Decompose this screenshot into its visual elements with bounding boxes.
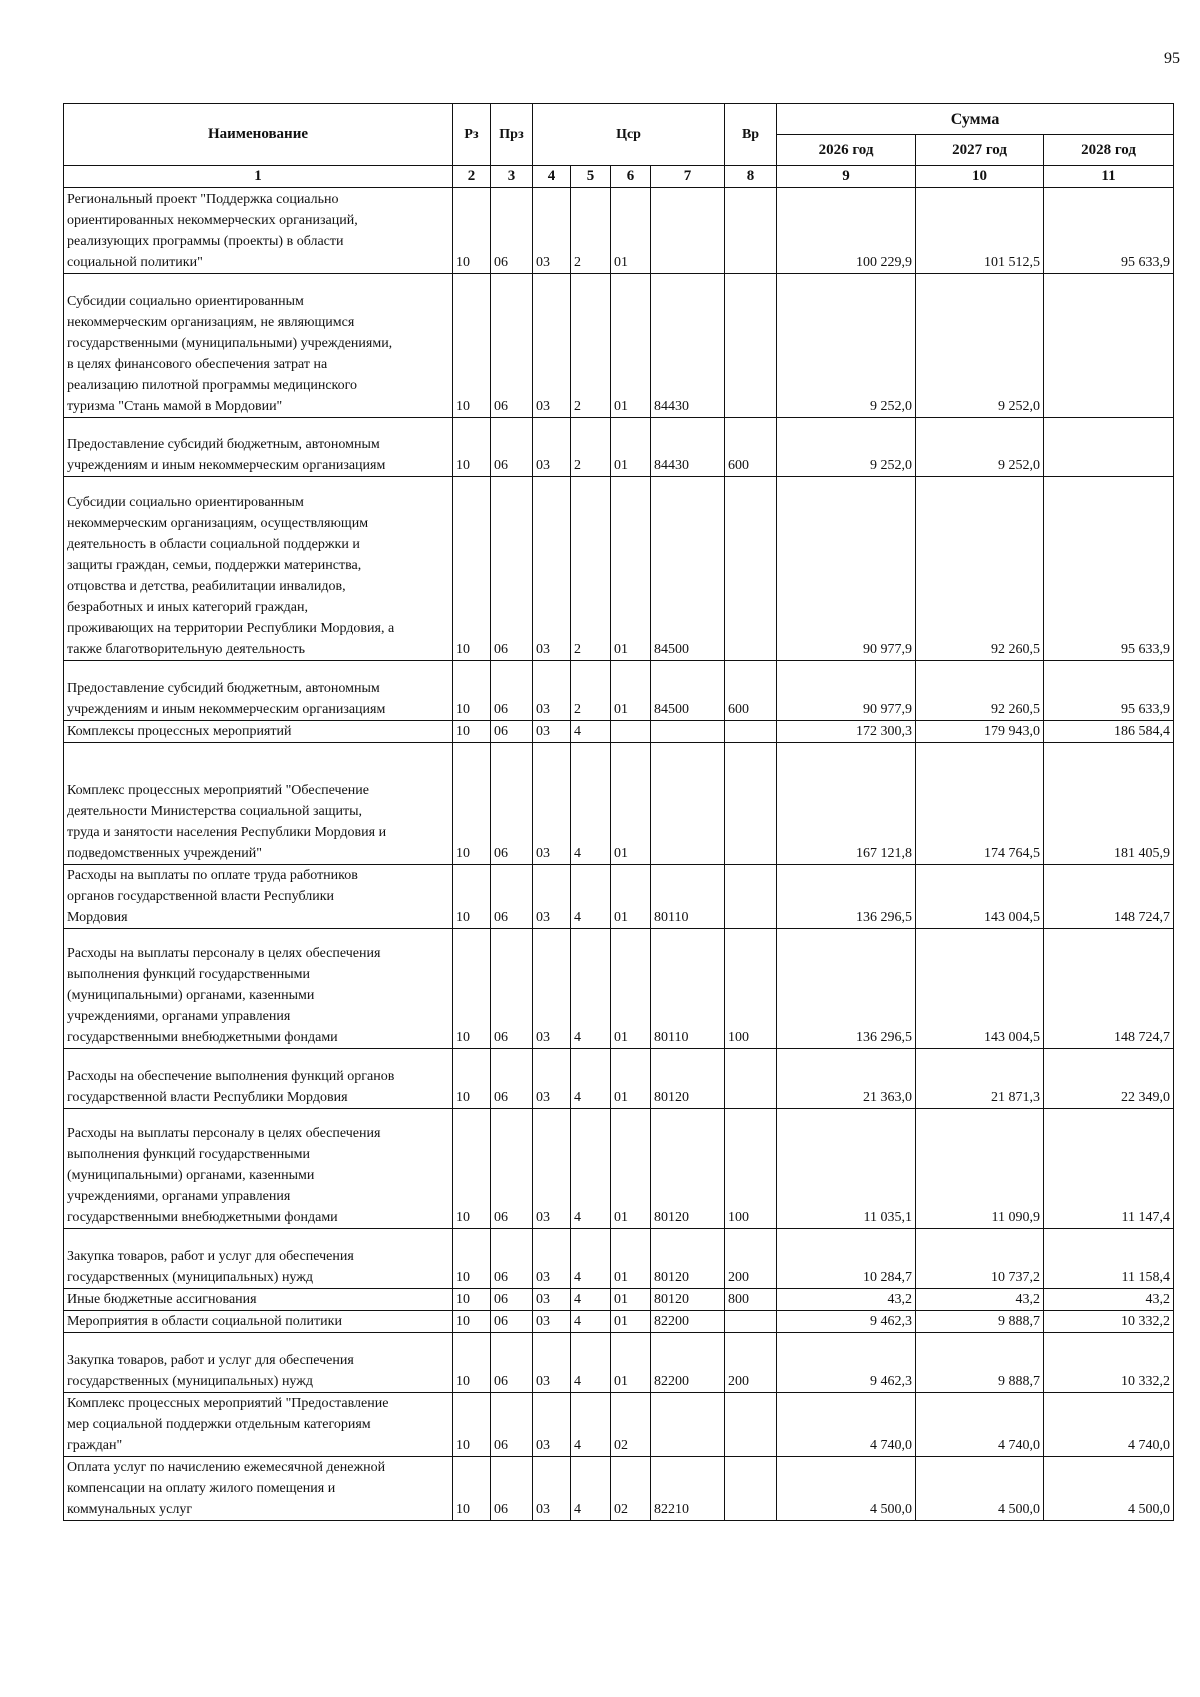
header-vr: Вр bbox=[725, 104, 777, 166]
page-number: 95 bbox=[1164, 50, 1180, 67]
name-line: государственными внебюджетными фондами bbox=[67, 1030, 338, 1045]
col-number: 11 bbox=[1044, 166, 1174, 188]
cell-amount-2027: 9 252,0 bbox=[916, 274, 1044, 418]
cell-amount-2026: 100 229,9 bbox=[777, 188, 916, 274]
cell-csr-7: 82210 bbox=[651, 1457, 725, 1521]
cell-amount-2027: 4 500,0 bbox=[916, 1457, 1044, 1521]
cell-amount-2028: 181 405,9 bbox=[1044, 743, 1174, 865]
table-row bbox=[64, 1289, 1174, 1311]
cell-csr-5: 4 bbox=[571, 1457, 611, 1521]
cell-csr-4: 03 bbox=[533, 477, 571, 661]
cell-csr-4: 03 bbox=[533, 274, 571, 418]
name-line: некоммерческим организациям, не являющимся bbox=[67, 315, 355, 330]
cell-name bbox=[64, 477, 453, 661]
name-line: (муниципальными) органами, казенными bbox=[67, 1168, 315, 1183]
name-line: государственными внебюджетными фондами bbox=[67, 1210, 338, 1225]
table-row bbox=[64, 661, 1174, 721]
name-line: Региональный проект "Поддержка социально bbox=[67, 192, 339, 207]
cell-amount-2027: 179 943,0 bbox=[916, 721, 1044, 743]
cell-csr-7: 84430 bbox=[651, 274, 725, 418]
cell-csr-5: 4 bbox=[571, 1333, 611, 1393]
cell-csr-4: 03 bbox=[533, 188, 571, 274]
cell-csr-7: 80120 bbox=[651, 1229, 725, 1289]
cell-vr bbox=[725, 1457, 777, 1521]
cell-csr-6: 01 bbox=[611, 418, 651, 477]
cell-rz: 10 bbox=[453, 274, 491, 418]
name-line: органов государственной власти Республики bbox=[67, 889, 335, 904]
cell-name bbox=[64, 661, 453, 721]
cell-csr-6: 01 bbox=[611, 188, 651, 274]
table-row bbox=[64, 865, 1174, 929]
cell-csr-6: 01 bbox=[611, 1289, 651, 1311]
name-line: безработных и иных категорий граждан, bbox=[67, 600, 309, 615]
cell-rz: 10 bbox=[453, 929, 491, 1049]
col-number: 7 bbox=[651, 166, 725, 188]
name-line: Предоставление субсидий бюджетным, автономным bbox=[67, 437, 380, 452]
cell-csr-5: 4 bbox=[571, 929, 611, 1049]
cell-rz: 10 bbox=[453, 418, 491, 477]
cell-csr-5: 4 bbox=[571, 1393, 611, 1457]
cell-vr: 200 bbox=[725, 1333, 777, 1393]
cell-amount-2027: 92 260,5 bbox=[916, 661, 1044, 721]
cell-csr-7: 82200 bbox=[651, 1311, 725, 1333]
cell-amount-2028: 4 740,0 bbox=[1044, 1393, 1174, 1457]
cell-csr-5: 2 bbox=[571, 661, 611, 721]
cell-csr-6: 01 bbox=[611, 661, 651, 721]
cell-rz: 10 bbox=[453, 661, 491, 721]
cell-amount-2028: 148 724,7 bbox=[1044, 929, 1174, 1049]
cell-prz: 06 bbox=[491, 721, 533, 743]
cell-csr-7 bbox=[651, 1393, 725, 1457]
name-line: выполнения функций государственными bbox=[67, 1147, 310, 1162]
cell-vr bbox=[725, 743, 777, 865]
cell-amount-2027: 92 260,5 bbox=[916, 477, 1044, 661]
name-line: Иные бюджетные ассигнования bbox=[67, 1292, 257, 1307]
cell-prz: 06 bbox=[491, 1393, 533, 1457]
table-row bbox=[64, 188, 1174, 274]
table-body bbox=[64, 188, 1174, 1521]
name-line: Мероприятия в области социальной политики bbox=[67, 1314, 342, 1329]
name-line: государственных (муниципальных) нужд bbox=[67, 1270, 314, 1285]
name-line: некоммерческим организациям, осуществляющим bbox=[67, 516, 369, 531]
cell-name bbox=[64, 188, 453, 274]
cell-amount-2026: 90 977,9 bbox=[777, 661, 916, 721]
cell-csr-5: 2 bbox=[571, 418, 611, 477]
cell-csr-5: 4 bbox=[571, 1289, 611, 1311]
cell-csr-5: 2 bbox=[571, 274, 611, 418]
cell-amount-2027: 21 871,3 bbox=[916, 1049, 1044, 1109]
table-row bbox=[64, 743, 1174, 865]
cell-name bbox=[64, 743, 453, 865]
cell-name bbox=[64, 1311, 453, 1333]
cell-name bbox=[64, 418, 453, 477]
cell-prz: 06 bbox=[491, 661, 533, 721]
cell-amount-2028: 22 349,0 bbox=[1044, 1049, 1174, 1109]
cell-amount-2026: 9 462,3 bbox=[777, 1333, 916, 1393]
cell-rz: 10 bbox=[453, 721, 491, 743]
header-sum: Сумма bbox=[777, 104, 1174, 135]
cell-csr-4: 03 bbox=[533, 721, 571, 743]
cell-name bbox=[64, 1457, 453, 1521]
cell-amount-2028: 95 633,9 bbox=[1044, 188, 1174, 274]
name-line: Расходы на выплаты персоналу в целях обеспечения bbox=[67, 946, 381, 961]
name-line: государственными (муниципальными) учреждениями, bbox=[67, 336, 393, 351]
cell-amount-2027: 9 888,7 bbox=[916, 1333, 1044, 1393]
cell-amount-2026: 167 121,8 bbox=[777, 743, 916, 865]
cell-amount-2026: 136 296,5 bbox=[777, 865, 916, 929]
cell-vr: 600 bbox=[725, 418, 777, 477]
cell-csr-5: 4 bbox=[571, 1229, 611, 1289]
col-number: 6 bbox=[611, 166, 651, 188]
name-line: труда и занятости населения Республики Мордовия и bbox=[67, 825, 387, 840]
cell-amount-2026: 136 296,5 bbox=[777, 929, 916, 1049]
header-prz: Прз bbox=[491, 104, 533, 166]
name-line: Расходы на обеспечение выполнения функций органов bbox=[67, 1069, 395, 1084]
cell-rz: 10 bbox=[453, 1049, 491, 1109]
cell-rz: 10 bbox=[453, 1333, 491, 1393]
cell-csr-4: 03 bbox=[533, 418, 571, 477]
header-year-2028: 2028 год bbox=[1044, 135, 1174, 166]
name-line: государственных (муниципальных) нужд bbox=[67, 1374, 314, 1389]
cell-csr-6: 01 bbox=[611, 1333, 651, 1393]
cell-name bbox=[64, 929, 453, 1049]
name-line: Предоставление субсидий бюджетным, автономным bbox=[67, 681, 380, 696]
name-line: учреждениями, органами управления bbox=[67, 1189, 291, 1204]
cell-csr-4: 03 bbox=[533, 1049, 571, 1109]
cell-prz: 06 bbox=[491, 1333, 533, 1393]
column-numbers-row bbox=[64, 166, 1174, 188]
table-header bbox=[64, 104, 1174, 188]
cell-prz: 06 bbox=[491, 274, 533, 418]
name-line: также благотворительную деятельность bbox=[67, 642, 306, 657]
cell-amount-2026: 43,2 bbox=[777, 1289, 916, 1311]
col-number: 9 bbox=[777, 166, 916, 188]
cell-amount-2028: 186 584,4 bbox=[1044, 721, 1174, 743]
name-line: Комплекс процессных мероприятий "Обеспечение bbox=[67, 783, 369, 798]
cell-name bbox=[64, 1393, 453, 1457]
cell-amount-2028 bbox=[1044, 418, 1174, 477]
cell-amount-2026: 21 363,0 bbox=[777, 1049, 916, 1109]
col-number: 1 bbox=[64, 166, 453, 188]
cell-csr-6: 01 bbox=[611, 743, 651, 865]
table-row bbox=[64, 1311, 1174, 1333]
name-line: Мордовия bbox=[67, 910, 128, 925]
cell-prz: 06 bbox=[491, 1457, 533, 1521]
cell-rz: 10 bbox=[453, 865, 491, 929]
header-year-2026: 2026 год bbox=[777, 135, 916, 166]
cell-amount-2028: 10 332,2 bbox=[1044, 1311, 1174, 1333]
cell-rz: 10 bbox=[453, 188, 491, 274]
cell-rz: 10 bbox=[453, 1457, 491, 1521]
cell-vr bbox=[725, 1311, 777, 1333]
cell-amount-2027: 43,2 bbox=[916, 1289, 1044, 1311]
cell-csr-7: 84500 bbox=[651, 661, 725, 721]
cell-amount-2026: 90 977,9 bbox=[777, 477, 916, 661]
name-line: подведомственных учреждений" bbox=[67, 846, 262, 861]
cell-csr-5: 4 bbox=[571, 743, 611, 865]
name-line: Закупка товаров, работ и услуг для обеспечения bbox=[67, 1249, 354, 1264]
cell-csr-4: 03 bbox=[533, 1109, 571, 1229]
cell-amount-2027: 9 888,7 bbox=[916, 1311, 1044, 1333]
table-row bbox=[64, 274, 1174, 418]
cell-amount-2027: 143 004,5 bbox=[916, 865, 1044, 929]
col-number: 3 bbox=[491, 166, 533, 188]
header-name: Наименование bbox=[64, 104, 453, 166]
cell-vr: 100 bbox=[725, 1109, 777, 1229]
cell-csr-5: 2 bbox=[571, 188, 611, 274]
name-line: граждан" bbox=[67, 1438, 123, 1453]
cell-prz: 06 bbox=[491, 188, 533, 274]
cell-amount-2028: 10 332,2 bbox=[1044, 1333, 1174, 1393]
cell-prz: 06 bbox=[491, 865, 533, 929]
cell-csr-4: 03 bbox=[533, 929, 571, 1049]
cell-csr-7: 80110 bbox=[651, 929, 725, 1049]
cell-csr-7: 80110 bbox=[651, 865, 725, 929]
cell-csr-4: 03 bbox=[533, 1311, 571, 1333]
cell-csr-6: 01 bbox=[611, 274, 651, 418]
cell-name bbox=[64, 1049, 453, 1109]
cell-amount-2026: 4 500,0 bbox=[777, 1457, 916, 1521]
cell-amount-2026: 9 252,0 bbox=[777, 274, 916, 418]
cell-name bbox=[64, 1333, 453, 1393]
table-row bbox=[64, 1457, 1174, 1521]
cell-prz: 06 bbox=[491, 929, 533, 1049]
header-csr: Цср bbox=[533, 104, 725, 166]
cell-csr-5: 4 bbox=[571, 865, 611, 929]
name-line: реализующих программы (проекты) в области bbox=[67, 234, 344, 249]
cell-csr-7: 80120 bbox=[651, 1049, 725, 1109]
cell-csr-6: 01 bbox=[611, 865, 651, 929]
cell-rz: 10 bbox=[453, 1229, 491, 1289]
table-row bbox=[64, 1333, 1174, 1393]
cell-vr: 800 bbox=[725, 1289, 777, 1311]
cell-amount-2028: 148 724,7 bbox=[1044, 865, 1174, 929]
cell-amount-2028: 11 147,4 bbox=[1044, 1109, 1174, 1229]
cell-vr bbox=[725, 865, 777, 929]
cell-amount-2028: 11 158,4 bbox=[1044, 1229, 1174, 1289]
cell-csr-7: 84430 bbox=[651, 418, 725, 477]
name-line: ориентированных некоммерческих организаций, bbox=[67, 213, 358, 228]
cell-amount-2027: 101 512,5 bbox=[916, 188, 1044, 274]
cell-rz: 10 bbox=[453, 1289, 491, 1311]
name-line: компенсации на оплату жилого помещения и bbox=[67, 1481, 336, 1496]
budget-table bbox=[63, 103, 1174, 1521]
cell-vr bbox=[725, 477, 777, 661]
name-line: деятельность в области социальной поддержки и bbox=[67, 537, 360, 552]
cell-csr-4: 03 bbox=[533, 1229, 571, 1289]
name-line: Комплекс процессных мероприятий "Предоставление bbox=[67, 1396, 389, 1411]
cell-vr: 100 bbox=[725, 929, 777, 1049]
cell-amount-2026: 9 462,3 bbox=[777, 1311, 916, 1333]
cell-amount-2028 bbox=[1044, 274, 1174, 418]
cell-amount-2027: 9 252,0 bbox=[916, 418, 1044, 477]
cell-amount-2027: 11 090,9 bbox=[916, 1109, 1044, 1229]
cell-amount-2028: 4 500,0 bbox=[1044, 1457, 1174, 1521]
cell-vr bbox=[725, 721, 777, 743]
name-line: мер социальной поддержки отдельным категориям bbox=[67, 1417, 371, 1432]
table-row bbox=[64, 1393, 1174, 1457]
cell-amount-2028: 95 633,9 bbox=[1044, 477, 1174, 661]
cell-amount-2027: 174 764,5 bbox=[916, 743, 1044, 865]
cell-vr bbox=[725, 1393, 777, 1457]
cell-prz: 06 bbox=[491, 1289, 533, 1311]
cell-csr-4: 03 bbox=[533, 1333, 571, 1393]
cell-csr-6: 02 bbox=[611, 1393, 651, 1457]
cell-rz: 10 bbox=[453, 1311, 491, 1333]
cell-csr-4: 03 bbox=[533, 1289, 571, 1311]
name-line: в целях финансового обеспечения затрат на bbox=[67, 357, 328, 372]
cell-amount-2027: 4 740,0 bbox=[916, 1393, 1044, 1457]
cell-prz: 06 bbox=[491, 1311, 533, 1333]
cell-amount-2026: 10 284,7 bbox=[777, 1229, 916, 1289]
name-line: социальной политики" bbox=[67, 255, 203, 270]
name-line: учреждениям и иным некоммерческим организациям bbox=[67, 458, 386, 473]
cell-vr bbox=[725, 1049, 777, 1109]
col-number: 5 bbox=[571, 166, 611, 188]
cell-rz: 10 bbox=[453, 1393, 491, 1457]
cell-csr-6: 02 bbox=[611, 1457, 651, 1521]
name-line: Закупка товаров, работ и услуг для обеспечения bbox=[67, 1353, 354, 1368]
cell-csr-6: 01 bbox=[611, 929, 651, 1049]
cell-rz: 10 bbox=[453, 1109, 491, 1229]
col-number: 2 bbox=[453, 166, 491, 188]
cell-csr-5: 4 bbox=[571, 721, 611, 743]
cell-csr-6 bbox=[611, 721, 651, 743]
cell-csr-6: 01 bbox=[611, 1049, 651, 1109]
cell-rz: 10 bbox=[453, 743, 491, 865]
cell-amount-2026: 4 740,0 bbox=[777, 1393, 916, 1457]
table-row bbox=[64, 721, 1174, 743]
cell-prz: 06 bbox=[491, 477, 533, 661]
cell-csr-6: 01 bbox=[611, 1109, 651, 1229]
name-line: государственной власти Республики Мордовия bbox=[67, 1090, 348, 1105]
table-row bbox=[64, 418, 1174, 477]
name-line: Расходы на выплаты по оплате труда работников bbox=[67, 868, 358, 883]
cell-csr-5: 2 bbox=[571, 477, 611, 661]
cell-prz: 06 bbox=[491, 1229, 533, 1289]
cell-vr bbox=[725, 188, 777, 274]
name-line: защиты граждан, семьи, поддержки материнства, bbox=[67, 558, 362, 573]
cell-vr: 200 bbox=[725, 1229, 777, 1289]
col-number: 4 bbox=[533, 166, 571, 188]
name-line: выполнения функций государственными bbox=[67, 967, 310, 982]
cell-name bbox=[64, 1109, 453, 1229]
cell-csr-6: 01 bbox=[611, 477, 651, 661]
cell-csr-4: 03 bbox=[533, 1457, 571, 1521]
cell-csr-7 bbox=[651, 188, 725, 274]
cell-csr-7 bbox=[651, 721, 725, 743]
header-year-2027: 2027 год bbox=[916, 135, 1044, 166]
col-number: 8 bbox=[725, 166, 777, 188]
name-line: Оплата услуг по начислению ежемесячной денежной bbox=[67, 1460, 386, 1475]
cell-prz: 06 bbox=[491, 1109, 533, 1229]
cell-name bbox=[64, 721, 453, 743]
table-row bbox=[64, 929, 1174, 1049]
table-row bbox=[64, 1049, 1174, 1109]
cell-name bbox=[64, 1229, 453, 1289]
cell-rz: 10 bbox=[453, 477, 491, 661]
name-line: Расходы на выплаты персоналу в целях обеспечения bbox=[67, 1126, 381, 1141]
cell-csr-7: 84500 bbox=[651, 477, 725, 661]
name-line: Субсидии социально ориентированным bbox=[67, 495, 304, 510]
name-line: туризма "Стань мамой в Мордовии" bbox=[67, 399, 283, 414]
cell-csr-7: 80120 bbox=[651, 1289, 725, 1311]
cell-prz: 06 bbox=[491, 418, 533, 477]
cell-csr-4: 03 bbox=[533, 661, 571, 721]
cell-csr-5: 4 bbox=[571, 1049, 611, 1109]
name-line: Субсидии социально ориентированным bbox=[67, 294, 304, 309]
name-line: отцовства и детства, реабилитации инвалидов, bbox=[67, 579, 346, 594]
cell-csr-7: 82200 bbox=[651, 1333, 725, 1393]
table-row bbox=[64, 1109, 1174, 1229]
cell-name bbox=[64, 274, 453, 418]
cell-vr: 600 bbox=[725, 661, 777, 721]
cell-csr-4: 03 bbox=[533, 743, 571, 865]
name-line: деятельности Министерства социальной защиты, bbox=[67, 804, 363, 819]
cell-amount-2026: 11 035,1 bbox=[777, 1109, 916, 1229]
cell-csr-5: 4 bbox=[571, 1311, 611, 1333]
name-line: Комплексы процессных мероприятий bbox=[67, 724, 292, 739]
name-line: учреждениям и иным некоммерческим организациям bbox=[67, 702, 386, 717]
header-rz: Рз bbox=[453, 104, 491, 166]
name-line: проживающих на территории Республики Мордовия, а bbox=[67, 621, 395, 636]
table-row bbox=[64, 1229, 1174, 1289]
name-line: учреждениями, органами управления bbox=[67, 1009, 291, 1024]
name-line: реализацию пилотной программы медицинского bbox=[67, 378, 358, 393]
cell-csr-5: 4 bbox=[571, 1109, 611, 1229]
cell-csr-6: 01 bbox=[611, 1311, 651, 1333]
table-row bbox=[64, 477, 1174, 661]
cell-prz: 06 bbox=[491, 743, 533, 865]
cell-name bbox=[64, 1289, 453, 1311]
cell-csr-7: 80120 bbox=[651, 1109, 725, 1229]
name-line: (муниципальными) органами, казенными bbox=[67, 988, 315, 1003]
cell-amount-2026: 172 300,3 bbox=[777, 721, 916, 743]
cell-csr-6: 01 bbox=[611, 1229, 651, 1289]
cell-vr bbox=[725, 274, 777, 418]
cell-amount-2028: 95 633,9 bbox=[1044, 661, 1174, 721]
col-number: 10 bbox=[916, 166, 1044, 188]
cell-csr-4: 03 bbox=[533, 1393, 571, 1457]
cell-csr-4: 03 bbox=[533, 865, 571, 929]
cell-amount-2027: 143 004,5 bbox=[916, 929, 1044, 1049]
cell-csr-7 bbox=[651, 743, 725, 865]
name-line: коммунальных услуг bbox=[67, 1502, 193, 1517]
cell-name bbox=[64, 865, 453, 929]
cell-amount-2026: 9 252,0 bbox=[777, 418, 916, 477]
cell-amount-2028: 43,2 bbox=[1044, 1289, 1174, 1311]
cell-amount-2027: 10 737,2 bbox=[916, 1229, 1044, 1289]
cell-prz: 06 bbox=[491, 1049, 533, 1109]
